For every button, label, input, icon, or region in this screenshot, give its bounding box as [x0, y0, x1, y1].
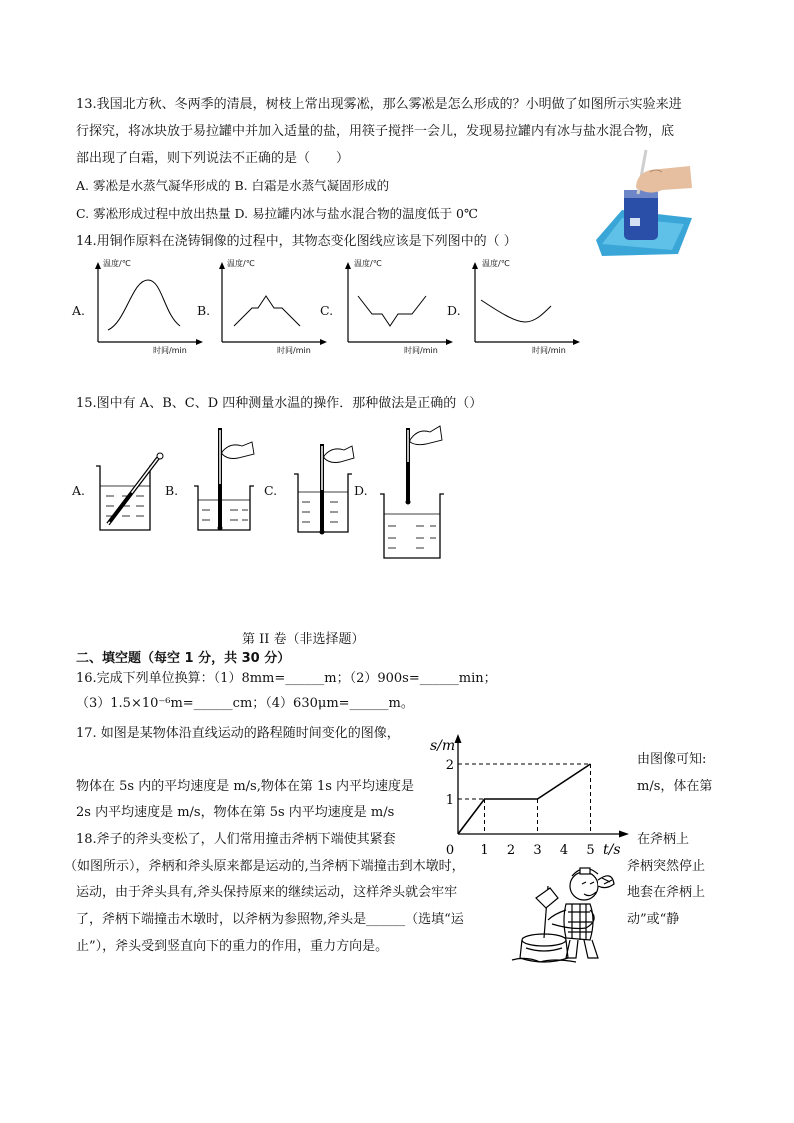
q15-option-d[interactable]: D.	[354, 483, 368, 498]
q15-beaker-b	[190, 424, 270, 534]
q13-line1: 13.我国北方秋、冬两季的清晨，树枝上常出现雾凇，那么雾凇是怎么形成的？小明做了如图所示实验来进	[76, 97, 682, 112]
q15-beaker-d	[378, 422, 452, 562]
q17-st-line	[458, 764, 591, 834]
q14-option-d[interactable]: D.	[447, 303, 461, 318]
q13-options-ab: A. 雾凇是水蒸气凝华形成的 B. 白霜是水蒸气凝固形成的	[76, 178, 390, 193]
q14-graph-a-xlabel: 时间/min	[153, 346, 187, 355]
q14-option-b[interactable]: B.	[197, 303, 211, 318]
q18-right4: 动”或“静	[627, 912, 680, 927]
q14-graph-d	[469, 262, 581, 346]
q14-graph-d-ylabel: 温度/℃	[482, 259, 510, 268]
q13-options-cd: C. 雾凇形成过程中放出热量 D. 易拉罐内冰与盐水混合物的温度低于 0℃	[76, 206, 478, 221]
q14-graph-c-ylabel: 温度/℃	[354, 259, 382, 268]
q18-right3: 地套在斧柄上	[627, 885, 706, 900]
q16-line1: 16.完成下列单位换算：（1）8mm=______m；（2）900s=______min；	[76, 671, 497, 686]
q18-line4: 了，斧柄下端撞击木墩时，以斧柄为参照物,斧头是______（选填“运	[76, 912, 464, 927]
y-tick-label: 2	[445, 758, 454, 773]
q17-right1: 由图像可知:	[637, 752, 707, 767]
y-tick-label: 1	[445, 793, 454, 808]
q17-graph-xlabel: t/s	[603, 842, 621, 858]
q15-option-b[interactable]: B.	[165, 483, 179, 498]
axe-man-illustration	[506, 858, 624, 966]
x-tick-label: 2	[506, 843, 516, 858]
q17-line2: 物体在 5s 内的平均速度是 m/s,物体在第 1s 内平均速度是	[76, 779, 415, 794]
x-tick-label: 5	[586, 843, 595, 858]
q14-graph-a-ylabel: 温度/℃	[103, 259, 131, 268]
q14-graph-c-xlabel: 时间/min	[404, 346, 438, 355]
q17-line1: 17. 如图是某物体沿直线运动的路程随时间变化的图像，	[76, 726, 400, 741]
x-tick-label: 4	[559, 843, 569, 858]
q15-option-c[interactable]: C.	[264, 483, 278, 498]
x-tick-label: 3	[533, 843, 542, 858]
q15-option-a[interactable]: A.	[72, 483, 86, 498]
q18-line3: 运动，由于斧头具有,斧头保持原来的继续运动，这样斧头就会牢牢	[76, 885, 458, 900]
q18-right1: 在斧柄上	[637, 832, 690, 847]
q15-beaker-a	[92, 450, 164, 534]
q18-right2: 斧柄突然停止	[627, 859, 706, 874]
q13-line2: 行探究，将冰块放于易拉罐中并加入适量的盐，用筷子搅拌一会儿，发现易拉罐内有冰与盐水混合物，底	[76, 124, 675, 139]
q14-graph-c	[342, 262, 454, 346]
can-experiment-illustration	[592, 148, 696, 258]
q18-line5: 止”），斧头受到竖直向下的重力的作用，重力方向是。	[76, 939, 389, 954]
q14-stem: 14.用铜作原料在浇铸铜像的过程中，其物态变化图线应该是下列图中的（ ）	[76, 234, 517, 249]
q17-right2: m/s，体在第	[637, 779, 713, 794]
q17-st-graph	[428, 730, 632, 860]
x-tick-label: 1	[480, 843, 489, 858]
section-header: 二、填空题（每空 1 分，共 30 分）	[76, 651, 291, 666]
q18-line1: 18.斧子的斧头变松了，人们常用撞击斧柄下端使其紧套	[76, 832, 396, 847]
q14-option-c[interactable]: C.	[320, 303, 334, 318]
x-tick-label: 0	[445, 843, 455, 858]
q14-option-a[interactable]: A.	[72, 303, 86, 318]
q14-graph-d-xlabel: 时间/min	[532, 346, 566, 355]
q14-graph-b-ylabel: 温度/℃	[227, 259, 255, 268]
q16-line2: （3）1.5×10⁻⁶m=______cm；（4）630μm=______m。	[76, 696, 414, 711]
q15-beaker-c	[292, 440, 362, 540]
q18-line2: （如图所示），斧柄和斧头原来都是运动的,当斧柄下端撞击到木墩时，	[64, 859, 465, 874]
q17-graph-ylabel: s/m	[430, 738, 456, 754]
q15-stem: 15.图中有 A、B、C、D 四种测量水温的操作．那种做法是正确的（）	[76, 396, 483, 411]
section-title: 第 II 卷（非选择题）	[242, 632, 365, 647]
q17-line3: 2s 内平均速度是 m/s，物体在第 5s 内平均速度是 m/s	[76, 805, 395, 820]
q14-graph-b	[216, 262, 328, 346]
q14-graph-a	[92, 262, 204, 346]
q14-graph-b-xlabel: 时间/min	[277, 346, 311, 355]
q13-line3: 部出现了白霜，则下列说法不正确的是（ ）	[76, 151, 350, 166]
